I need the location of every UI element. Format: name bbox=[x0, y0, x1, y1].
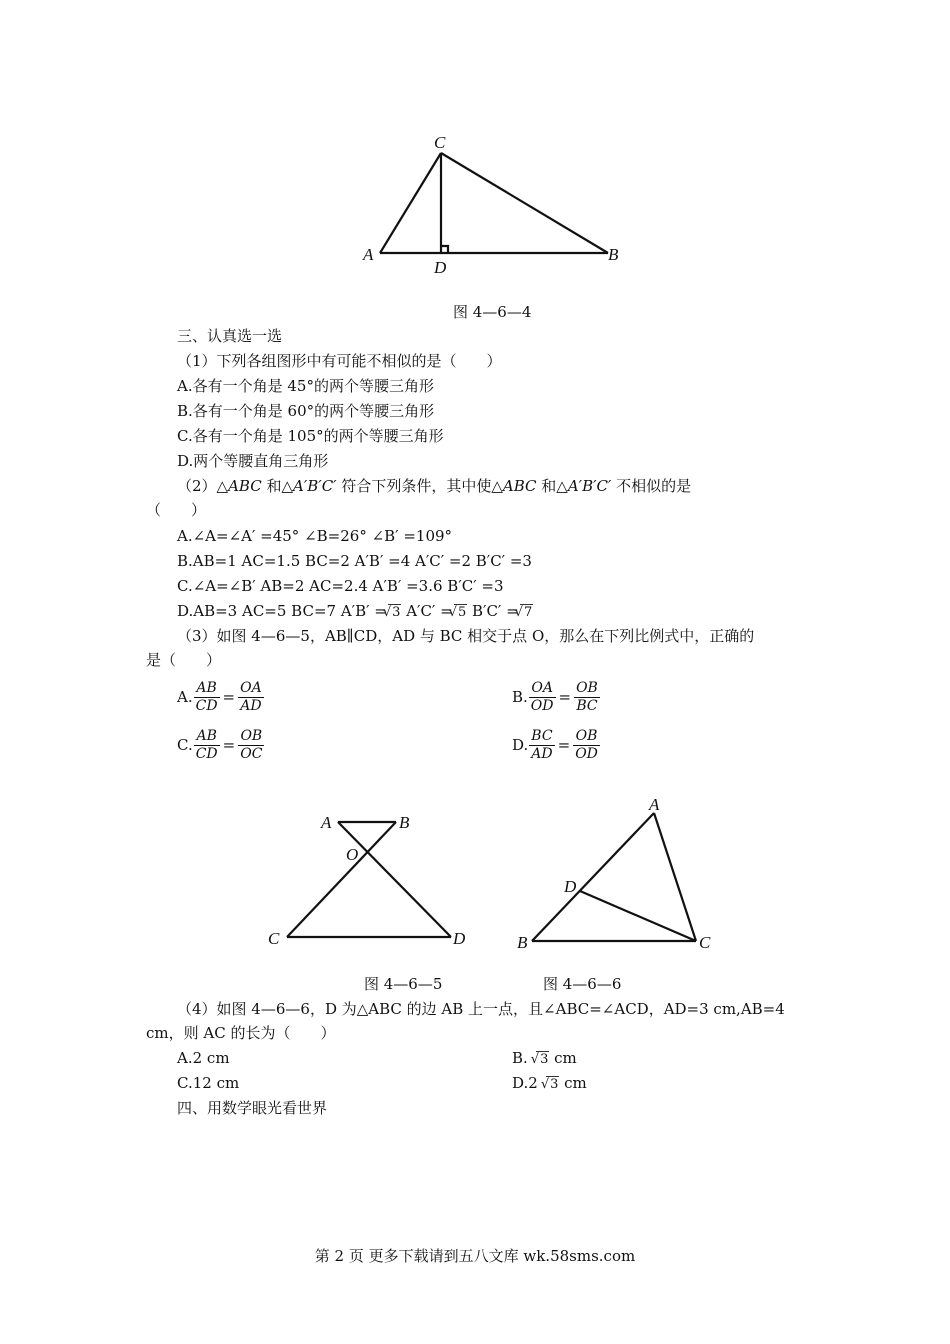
fig464-label-a: A bbox=[363, 245, 374, 264]
q2-triangle-abc-2: ABC bbox=[502, 477, 537, 495]
q2-stem-line2: （ ） bbox=[146, 501, 207, 519]
q3-a-num1: AB bbox=[194, 680, 220, 698]
q3-c-fraction-1 bbox=[194, 728, 220, 763]
fig466-label-b: B bbox=[517, 933, 528, 952]
figure-4-6-6 bbox=[510, 790, 730, 960]
q2-option-a: A.∠A=∠A′ =45° ∠B=26° ∠B′ =109° bbox=[177, 527, 453, 545]
q2-option-d-part2: A′C′ = bbox=[401, 602, 453, 620]
q2-stem-part1: （2）△ bbox=[177, 477, 229, 495]
q4-option-b-unit: cm bbox=[549, 1049, 577, 1067]
q3-d-equals: = bbox=[557, 736, 571, 754]
fig465-label-c: C bbox=[268, 929, 280, 948]
q4-option-c: C.12 cm bbox=[177, 1074, 240, 1092]
fig464-label-b: B bbox=[608, 245, 619, 264]
q3-d-den1: AD bbox=[531, 745, 553, 762]
q2-option-d-part3: B′C′ = bbox=[467, 602, 519, 620]
q1-stem: （1）下列各组图形中有可能不相似的是（ ） bbox=[177, 352, 502, 370]
q3-a-den2: AD bbox=[240, 697, 262, 714]
q3-c-num2: OB bbox=[238, 728, 264, 746]
figure-4-6-5 bbox=[260, 805, 480, 955]
q3-d-num2: OB bbox=[573, 728, 600, 746]
q2-option-c: C.∠A=∠B′ AB=2 AC=2.4 A′B′ =3.6 B′C′ =3 bbox=[177, 577, 504, 595]
fig466-label-c: C bbox=[699, 933, 711, 952]
q3-c-equals: = bbox=[222, 736, 236, 754]
q2-stem bbox=[177, 476, 691, 496]
q3-option-d-label: D. bbox=[512, 736, 529, 754]
fig464-caption: 图 4—6—4 bbox=[453, 303, 532, 321]
q3-c-fraction-2 bbox=[238, 728, 264, 763]
q3-d-num1: BC bbox=[529, 728, 554, 746]
q2-option-b: B.AB=1 AC=1.5 BC=2 A′B′ =4 A′C′ =2 B′C′ =3 bbox=[177, 552, 532, 570]
q3-option-d bbox=[512, 725, 601, 765]
fig465-caption: 图 4—6—5 bbox=[364, 975, 443, 993]
q4-stem: （4）如图 4—6—6，D 为△ABC 的边 AB 上一点，且∠ABC=∠ACD，AD=3 cm,AB=4 bbox=[177, 1000, 785, 1018]
q3-option-a bbox=[177, 677, 265, 717]
fig466-caption: 图 4—6—6 bbox=[543, 975, 622, 993]
q3-a-den1: CD bbox=[195, 697, 218, 714]
section4-title: 四、用数学眼光看世界 bbox=[177, 1099, 328, 1117]
q4-option-a: A.2 cm bbox=[177, 1049, 230, 1067]
q4-stem-line2: cm，则 AC 的长为（ ） bbox=[146, 1024, 336, 1042]
q2-triangle-a1b1c1: A′B′C′ bbox=[293, 477, 337, 495]
page-footer: 第 2 页 更多下载请到五八文库 wk.58sms.com bbox=[314, 1247, 636, 1265]
q2-option-d bbox=[177, 601, 533, 623]
q3-stem: （3）如图 4—6—5，AB∥CD，AD 与 BC 相交于点 O，那么在下列比例式中，正确的 bbox=[177, 627, 755, 645]
q2-stem-part3: 符合下列条件，其中使△ bbox=[336, 477, 503, 495]
q1-option-a: A.各有一个角是 45°的两个等腰三角形 bbox=[177, 377, 434, 395]
figure-4-6-4 bbox=[350, 125, 640, 285]
q3-a-fraction-1 bbox=[194, 680, 220, 715]
q3-option-b bbox=[512, 677, 601, 717]
fig464-label-d: D bbox=[434, 258, 447, 277]
q3-option-a-label: A. bbox=[177, 688, 193, 706]
q3-stem-line2: 是（ ） bbox=[146, 651, 222, 669]
q4-option-b-label: B. bbox=[512, 1049, 528, 1067]
q4-b-sqrt-3: √ 3 bbox=[536, 1051, 550, 1067]
fig465-label-b: B bbox=[399, 813, 410, 832]
q3-b-num2: OB bbox=[576, 679, 598, 696]
fig465-label-d: D bbox=[453, 929, 466, 948]
q4-option-b bbox=[512, 1048, 577, 1070]
section3-title: 三、认真选一选 bbox=[177, 327, 283, 345]
fig466-label-a: A bbox=[649, 795, 660, 814]
fig466-label-d: D bbox=[564, 877, 577, 896]
q3-b-fraction-2 bbox=[574, 680, 600, 715]
q2-triangle-abc: ABC bbox=[228, 477, 262, 495]
q3-option-c bbox=[177, 725, 265, 765]
q2-stem-part2b: 和△ bbox=[536, 477, 568, 495]
q1-option-d: D.两个等腰直角三角形 bbox=[177, 452, 329, 470]
q4-option-d-label: D.2 bbox=[512, 1074, 538, 1092]
q3-d-fraction-1 bbox=[529, 728, 554, 763]
q2-option-d-part1: D.AB=3 AC=5 BC=7 A′B′ = bbox=[177, 602, 387, 620]
q3-c-den2: OC bbox=[240, 745, 263, 762]
q3-d-den2: OD bbox=[575, 745, 598, 762]
q3-b-den1: OD bbox=[530, 697, 554, 714]
q2-sqrt-5: √ 5 bbox=[454, 604, 468, 620]
q3-b-num1: OA bbox=[529, 680, 556, 698]
q3-d-fraction-2 bbox=[573, 728, 600, 763]
q4-option-d-unit: cm bbox=[559, 1074, 587, 1092]
q1-option-b: B.各有一个角是 60°的两个等腰三角形 bbox=[177, 402, 435, 420]
q4-option-d bbox=[512, 1073, 587, 1095]
q3-c-num1: AB bbox=[194, 728, 220, 746]
q3-b-den2: BC bbox=[576, 697, 598, 714]
q3-option-b-label: B. bbox=[512, 688, 528, 706]
fig465-label-o: O bbox=[346, 845, 359, 864]
fig465-label-a: A bbox=[321, 813, 332, 832]
q3-b-fraction-1 bbox=[529, 680, 556, 715]
q3-option-c-label: C. bbox=[177, 736, 193, 754]
q3-a-equals: = bbox=[222, 688, 236, 706]
q2-triangle-a1b1c1-2: A′B′C′ bbox=[567, 477, 612, 495]
q2-sqrt-7: √ 7 bbox=[520, 604, 534, 620]
q2-sqrt-3: √ 3 bbox=[388, 604, 402, 620]
q1-option-c: C.各有一个角是 105°的两个等腰三角形 bbox=[177, 427, 444, 445]
q3-b-equals: = bbox=[558, 688, 572, 706]
q2-stem-part4: 不相似的是 bbox=[611, 477, 692, 495]
q2-stem-part2: 和△ bbox=[261, 477, 294, 495]
fig464-label-c: C bbox=[434, 133, 446, 152]
q3-a-fraction-2 bbox=[238, 680, 264, 715]
q3-a-num2: OA bbox=[240, 679, 262, 696]
q4-d-sqrt-3: √ 3 bbox=[546, 1076, 560, 1092]
q3-c-den1: CD bbox=[195, 745, 218, 762]
